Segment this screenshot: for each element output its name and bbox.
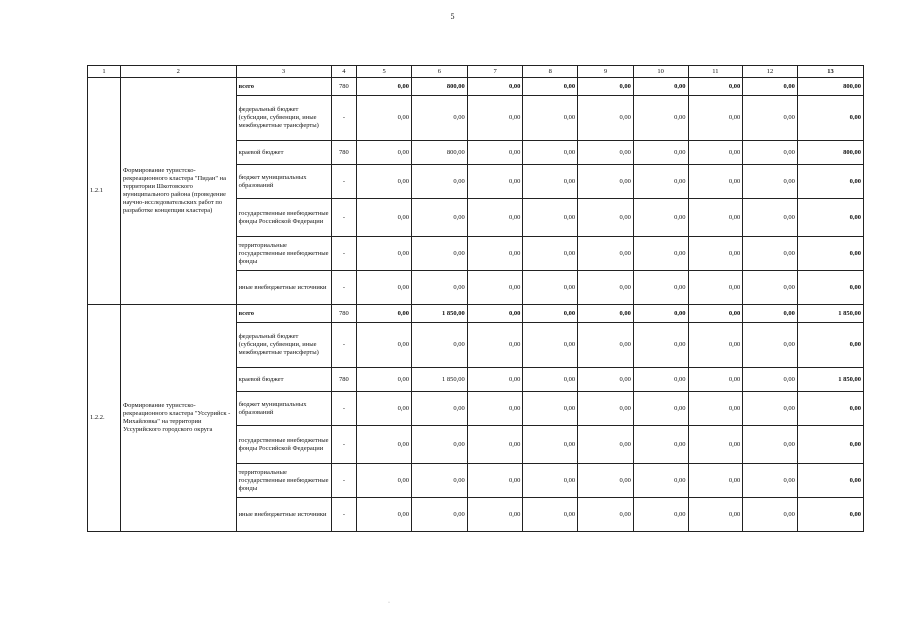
amount-cell: 1 850,00 bbox=[797, 368, 863, 392]
amount-cell: 0,00 bbox=[633, 323, 688, 368]
amount-cell: 1 850,00 bbox=[411, 305, 467, 323]
table-row bbox=[88, 78, 864, 96]
amount-cell: 0,00 bbox=[688, 141, 743, 165]
amount-cell: 0,00 bbox=[743, 305, 798, 323]
amount-cell: 0,00 bbox=[467, 368, 523, 392]
grbs-code: - bbox=[331, 426, 357, 464]
amount-cell: 0,00 bbox=[467, 464, 523, 498]
amount-cell: 0,00 bbox=[797, 464, 863, 498]
amount-cell: 0,00 bbox=[411, 426, 467, 464]
column-header: 3 bbox=[236, 66, 331, 78]
amount-cell: 0,00 bbox=[688, 271, 743, 305]
amount-cell: 0,00 bbox=[578, 271, 634, 305]
amount-cell: 0,00 bbox=[633, 368, 688, 392]
grbs-code: - bbox=[331, 237, 357, 271]
amount-cell: 0,00 bbox=[578, 305, 634, 323]
amount-cell: 0,00 bbox=[467, 426, 523, 464]
amount-cell: 0,00 bbox=[688, 78, 743, 96]
amount-cell: 0,00 bbox=[797, 199, 863, 237]
amount-cell: 0,00 bbox=[578, 96, 634, 141]
amount-cell: 0,00 bbox=[467, 305, 523, 323]
amount-cell: 0,00 bbox=[743, 237, 798, 271]
amount-cell: 0,00 bbox=[743, 464, 798, 498]
amount-cell: 0,00 bbox=[467, 165, 523, 199]
amount-cell: 0,00 bbox=[633, 78, 688, 96]
column-header: 6 bbox=[411, 66, 467, 78]
amount-cell: 0,00 bbox=[797, 323, 863, 368]
amount-cell: 0,00 bbox=[743, 96, 798, 141]
amount-cell: 0,00 bbox=[633, 271, 688, 305]
funding-source: краевой бюджет bbox=[236, 368, 331, 392]
amount-cell: 0,00 bbox=[578, 323, 634, 368]
amount-cell: 0,00 bbox=[523, 323, 578, 368]
grbs-code: 780 bbox=[331, 78, 357, 96]
amount-cell: 0,00 bbox=[357, 368, 412, 392]
amount-cell: 0,00 bbox=[523, 78, 578, 96]
amount-cell: 0,00 bbox=[578, 141, 634, 165]
amount-cell: 0,00 bbox=[357, 96, 412, 141]
amount-cell: 0,00 bbox=[357, 199, 412, 237]
amount-cell: 0,00 bbox=[411, 392, 467, 426]
amount-cell: 800,00 bbox=[411, 141, 467, 165]
item-name: Формирование туристско-рекреационного кластера "Пидан" на территории Шкотовского муниципального района (проведение научно-исследовательских работ по разработке концепции кластера) bbox=[121, 78, 237, 305]
amount-cell: 0,00 bbox=[357, 78, 412, 96]
amount-cell: 0,00 bbox=[411, 96, 467, 141]
amount-cell: 0,00 bbox=[633, 392, 688, 426]
amount-cell: 0,00 bbox=[743, 368, 798, 392]
amount-cell: 0,00 bbox=[688, 392, 743, 426]
amount-cell: 0,00 bbox=[633, 165, 688, 199]
column-header: 8 bbox=[523, 66, 578, 78]
funding-source: бюджет муниципальных образований bbox=[236, 392, 331, 426]
funding-source: бюджет муниципальных образований bbox=[236, 165, 331, 199]
amount-cell: 0,00 bbox=[797, 165, 863, 199]
amount-cell: 0,00 bbox=[797, 237, 863, 271]
amount-cell: 0,00 bbox=[797, 392, 863, 426]
amount-cell: 0,00 bbox=[633, 498, 688, 532]
funding-source: государственные внебюджетные фонды Российской Федерации bbox=[236, 426, 331, 464]
grbs-code: 780 bbox=[331, 141, 357, 165]
grbs-code: 780 bbox=[331, 368, 357, 392]
funding-source: иные внебюджетные источники bbox=[236, 498, 331, 532]
amount-cell: 0,00 bbox=[578, 392, 634, 426]
amount-cell: 0,00 bbox=[633, 141, 688, 165]
amount-cell: 800,00 bbox=[797, 141, 863, 165]
amount-cell: 0,00 bbox=[523, 498, 578, 532]
amount-cell: 0,00 bbox=[523, 237, 578, 271]
grbs-code: - bbox=[331, 464, 357, 498]
table-row bbox=[88, 305, 864, 323]
amount-cell: 0,00 bbox=[688, 165, 743, 199]
amount-cell: 0,00 bbox=[411, 237, 467, 271]
amount-cell: 0,00 bbox=[688, 305, 743, 323]
column-header: 12 bbox=[743, 66, 798, 78]
grbs-code: - bbox=[331, 271, 357, 305]
amount-cell: 0,00 bbox=[357, 498, 412, 532]
table-body bbox=[88, 78, 864, 532]
amount-cell: 0,00 bbox=[411, 165, 467, 199]
amount-cell: 0,00 bbox=[743, 199, 798, 237]
page-number: 5 bbox=[450, 12, 455, 21]
amount-cell: 0,00 bbox=[523, 392, 578, 426]
column-header: 4 bbox=[331, 66, 357, 78]
grbs-code: - bbox=[331, 323, 357, 368]
amount-cell: 1 850,00 bbox=[411, 368, 467, 392]
funding-source: территориальные государственные внебюджетные фонды bbox=[236, 237, 331, 271]
amount-cell: 0,00 bbox=[411, 323, 467, 368]
amount-cell: 0,00 bbox=[357, 141, 412, 165]
amount-cell: 0,00 bbox=[357, 165, 412, 199]
amount-cell: 0,00 bbox=[357, 271, 412, 305]
amount-cell: 0,00 bbox=[578, 498, 634, 532]
amount-cell: 0,00 bbox=[467, 271, 523, 305]
grbs-code: - bbox=[331, 392, 357, 426]
amount-cell: 0,00 bbox=[467, 392, 523, 426]
amount-cell: 0,00 bbox=[633, 199, 688, 237]
amount-cell: 0,00 bbox=[578, 199, 634, 237]
amount-cell: 0,00 bbox=[688, 426, 743, 464]
amount-cell: 0,00 bbox=[797, 96, 863, 141]
amount-cell: 0,00 bbox=[797, 498, 863, 532]
amount-cell: 0,00 bbox=[357, 426, 412, 464]
amount-cell: 0,00 bbox=[357, 305, 412, 323]
grbs-code: - bbox=[331, 199, 357, 237]
amount-cell: 0,00 bbox=[633, 305, 688, 323]
amount-cell: 0,00 bbox=[578, 237, 634, 271]
amount-cell: 0,00 bbox=[578, 78, 634, 96]
amount-cell: 0,00 bbox=[578, 464, 634, 498]
amount-cell: 800,00 bbox=[411, 78, 467, 96]
column-header: 11 bbox=[688, 66, 743, 78]
amount-cell: 0,00 bbox=[467, 237, 523, 271]
amount-cell: 0,00 bbox=[633, 464, 688, 498]
amount-cell: 0,00 bbox=[633, 237, 688, 271]
item-code: 1.2.2. bbox=[88, 305, 121, 532]
amount-cell: 0,00 bbox=[688, 498, 743, 532]
amount-cell: 0,00 bbox=[357, 464, 412, 498]
grbs-code: - bbox=[331, 498, 357, 532]
amount-cell: 0,00 bbox=[578, 165, 634, 199]
amount-cell: 0,00 bbox=[523, 305, 578, 323]
scan-mark: · bbox=[388, 600, 390, 606]
amount-cell: 0,00 bbox=[357, 323, 412, 368]
amount-cell: 0,00 bbox=[467, 96, 523, 141]
amount-cell: 0,00 bbox=[523, 426, 578, 464]
funding-source: федеральный бюджет (субсидии, субвенции, иные межбюджетные трансферты) bbox=[236, 323, 331, 368]
column-header: 1 bbox=[88, 66, 121, 78]
funding-source: территориальные государственные внебюджетные фонды bbox=[236, 464, 331, 498]
amount-cell: 0,00 bbox=[743, 498, 798, 532]
amount-cell: 0,00 bbox=[357, 392, 412, 426]
amount-cell: 0,00 bbox=[743, 392, 798, 426]
amount-cell: 0,00 bbox=[467, 199, 523, 237]
amount-cell: 0,00 bbox=[633, 96, 688, 141]
grbs-code: - bbox=[331, 165, 357, 199]
column-header: 9 bbox=[578, 66, 634, 78]
amount-cell: 0,00 bbox=[411, 271, 467, 305]
amount-cell: 0,00 bbox=[688, 199, 743, 237]
column-header: 10 bbox=[633, 66, 688, 78]
column-header: 13 bbox=[797, 66, 863, 78]
amount-cell: 0,00 bbox=[523, 464, 578, 498]
amount-cell: 0,00 bbox=[688, 368, 743, 392]
funding-source: краевой бюджет bbox=[236, 141, 331, 165]
amount-cell: 1 850,00 bbox=[797, 305, 863, 323]
funding-source: всего bbox=[236, 78, 331, 96]
amount-cell: 0,00 bbox=[523, 96, 578, 141]
amount-cell: 0,00 bbox=[467, 78, 523, 96]
column-header: 2 bbox=[121, 66, 237, 78]
amount-cell: 0,00 bbox=[523, 165, 578, 199]
amount-cell: 0,00 bbox=[688, 237, 743, 271]
amount-cell: 0,00 bbox=[467, 323, 523, 368]
item-name: Формирование туристско-рекреационного кластера "Уссурийск - Михайловка" на территории Уссурийского городского округа bbox=[121, 305, 237, 532]
grbs-code: 780 bbox=[331, 305, 357, 323]
amount-cell: 0,00 bbox=[523, 368, 578, 392]
column-header: 7 bbox=[467, 66, 523, 78]
amount-cell: 0,00 bbox=[688, 96, 743, 141]
funding-source: всего bbox=[236, 305, 331, 323]
amount-cell: 0,00 bbox=[578, 368, 634, 392]
amount-cell: 0,00 bbox=[523, 271, 578, 305]
amount-cell: 0,00 bbox=[633, 426, 688, 464]
funding-source: государственные внебюджетные фонды Российской Федерации bbox=[236, 199, 331, 237]
amount-cell: 0,00 bbox=[743, 141, 798, 165]
amount-cell: 0,00 bbox=[411, 464, 467, 498]
amount-cell: 0,00 bbox=[411, 498, 467, 532]
amount-cell: 0,00 bbox=[743, 165, 798, 199]
amount-cell: 0,00 bbox=[797, 271, 863, 305]
grbs-code: - bbox=[331, 96, 357, 141]
amount-cell: 0,00 bbox=[688, 464, 743, 498]
column-header: 5 bbox=[357, 66, 412, 78]
amount-cell: 0,00 bbox=[467, 141, 523, 165]
header-row bbox=[88, 66, 864, 78]
amount-cell: 0,00 bbox=[411, 199, 467, 237]
amount-cell: 0,00 bbox=[743, 271, 798, 305]
funding-source: иные внебюджетные источники bbox=[236, 271, 331, 305]
amount-cell: 0,00 bbox=[743, 78, 798, 96]
budget-table bbox=[87, 65, 864, 532]
item-code: 1.2.1 bbox=[88, 78, 121, 305]
amount-cell: 0,00 bbox=[523, 141, 578, 165]
amount-cell: 0,00 bbox=[797, 426, 863, 464]
amount-cell: 0,00 bbox=[743, 323, 798, 368]
funding-source: федеральный бюджет (субсидии, субвенции, иные межбюджетные трансферты) bbox=[236, 96, 331, 141]
amount-cell: 0,00 bbox=[357, 237, 412, 271]
amount-cell: 0,00 bbox=[467, 498, 523, 532]
amount-cell: 0,00 bbox=[523, 199, 578, 237]
amount-cell: 0,00 bbox=[743, 426, 798, 464]
amount-cell: 0,00 bbox=[688, 323, 743, 368]
amount-cell: 0,00 bbox=[578, 426, 634, 464]
amount-cell: 800,00 bbox=[797, 78, 863, 96]
